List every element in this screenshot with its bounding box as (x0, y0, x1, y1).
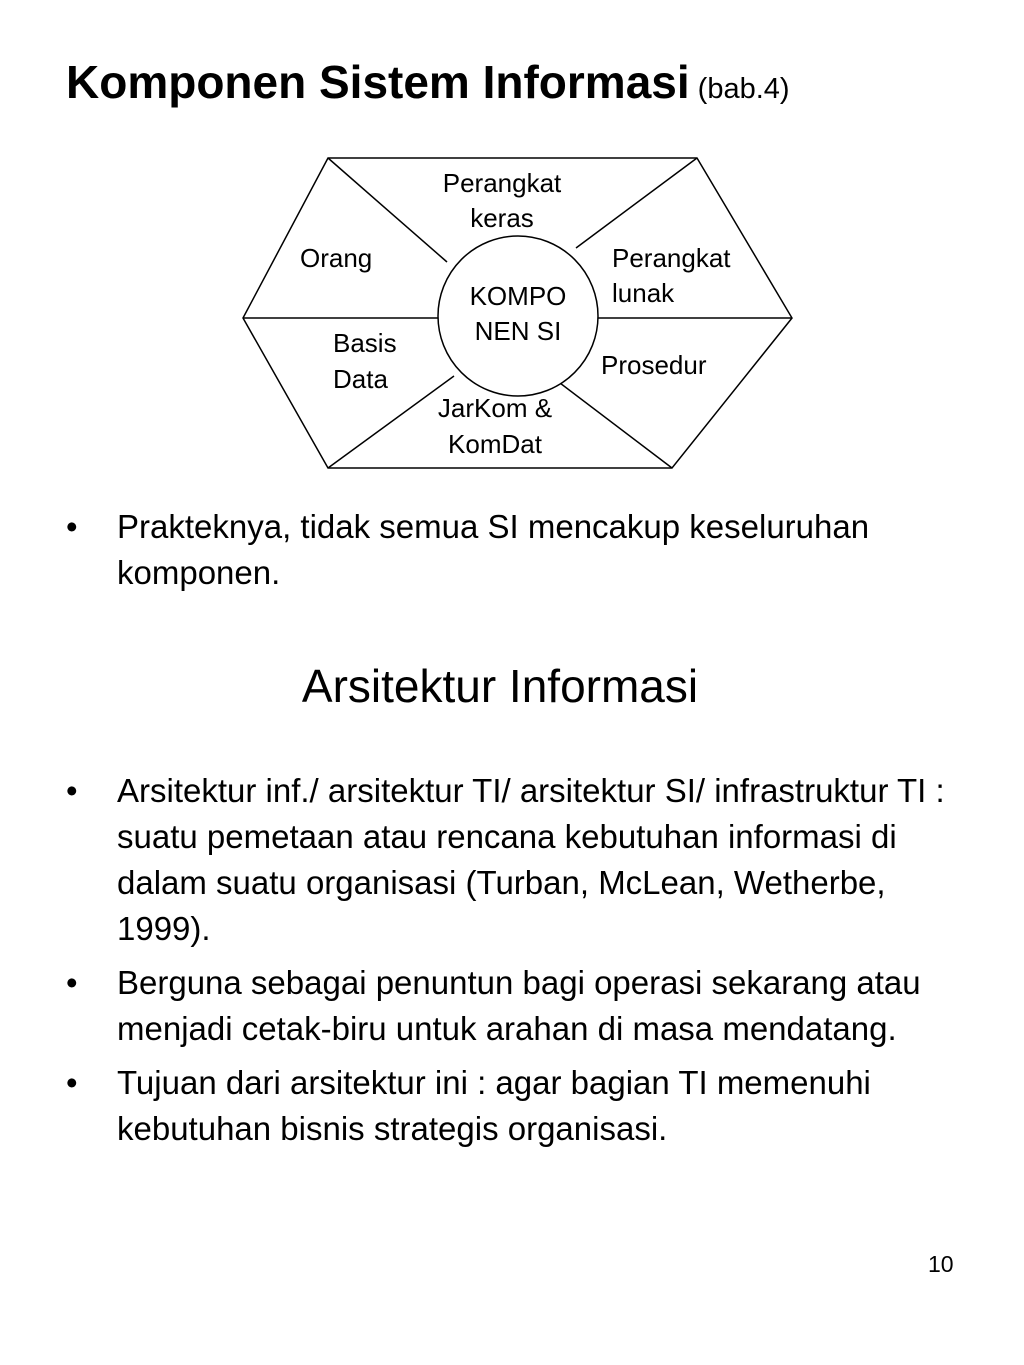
section-title: Arsitektur Informasi (301, 660, 699, 712)
center-label-line2: NEN SI (474, 316, 562, 346)
label-perangkat-lunak-line2: lunak (612, 278, 675, 308)
slide-title-suffix: (bab.4) (697, 73, 790, 105)
slide-title-text: Komponen Sistem Informasi (66, 56, 690, 108)
label-perangkat-lunak-line1: Perangkat (612, 243, 731, 273)
bullet-list-top (60, 504, 970, 604)
label-perangkat-keras-line1: Perangkat (442, 168, 562, 198)
bullet-item: • Arsitektur inf./ arsitektur TI/ arsitektur SI/ infrastruktur TI : suatu pemetaan atau rencana kebutuhan informasi di dalam suatu organisasi (Turban, McLean, Wetherbe, 1999). (60, 768, 970, 952)
center-label-line1: KOMPO (469, 281, 567, 311)
label-jarkom-line2: KomDat (448, 429, 542, 459)
bullet-list-bottom (60, 768, 970, 1160)
label-basis-data-line1: Basis (333, 328, 397, 358)
components-hexagon-diagram (0, 0, 1024, 500)
label-basis-data-line2: Data (333, 364, 388, 394)
bullet-item: • Prakteknya, tidak semua SI mencakup keseluruhan komponen. (60, 504, 970, 596)
bullet-item: • Berguna sebagai penuntun bagi operasi sekarang atau menjadi cetak-biru untuk arahan di masa mendatang. (60, 960, 970, 1052)
page-number: 10 (928, 1251, 954, 1277)
label-orang: Orang (300, 243, 373, 273)
divider-top-right (576, 158, 697, 248)
label-perangkat-keras-line2: keras (470, 203, 534, 233)
label-prosedur: Prosedur (601, 350, 707, 380)
divider-bottom-right (556, 380, 672, 468)
label-jarkom-line1: JarKom & (437, 393, 553, 423)
bullet-item: • Tujuan dari arsitektur ini : agar bagian TI memenuhi kebutuhan bisnis strategis organisasi. (60, 1060, 970, 1152)
